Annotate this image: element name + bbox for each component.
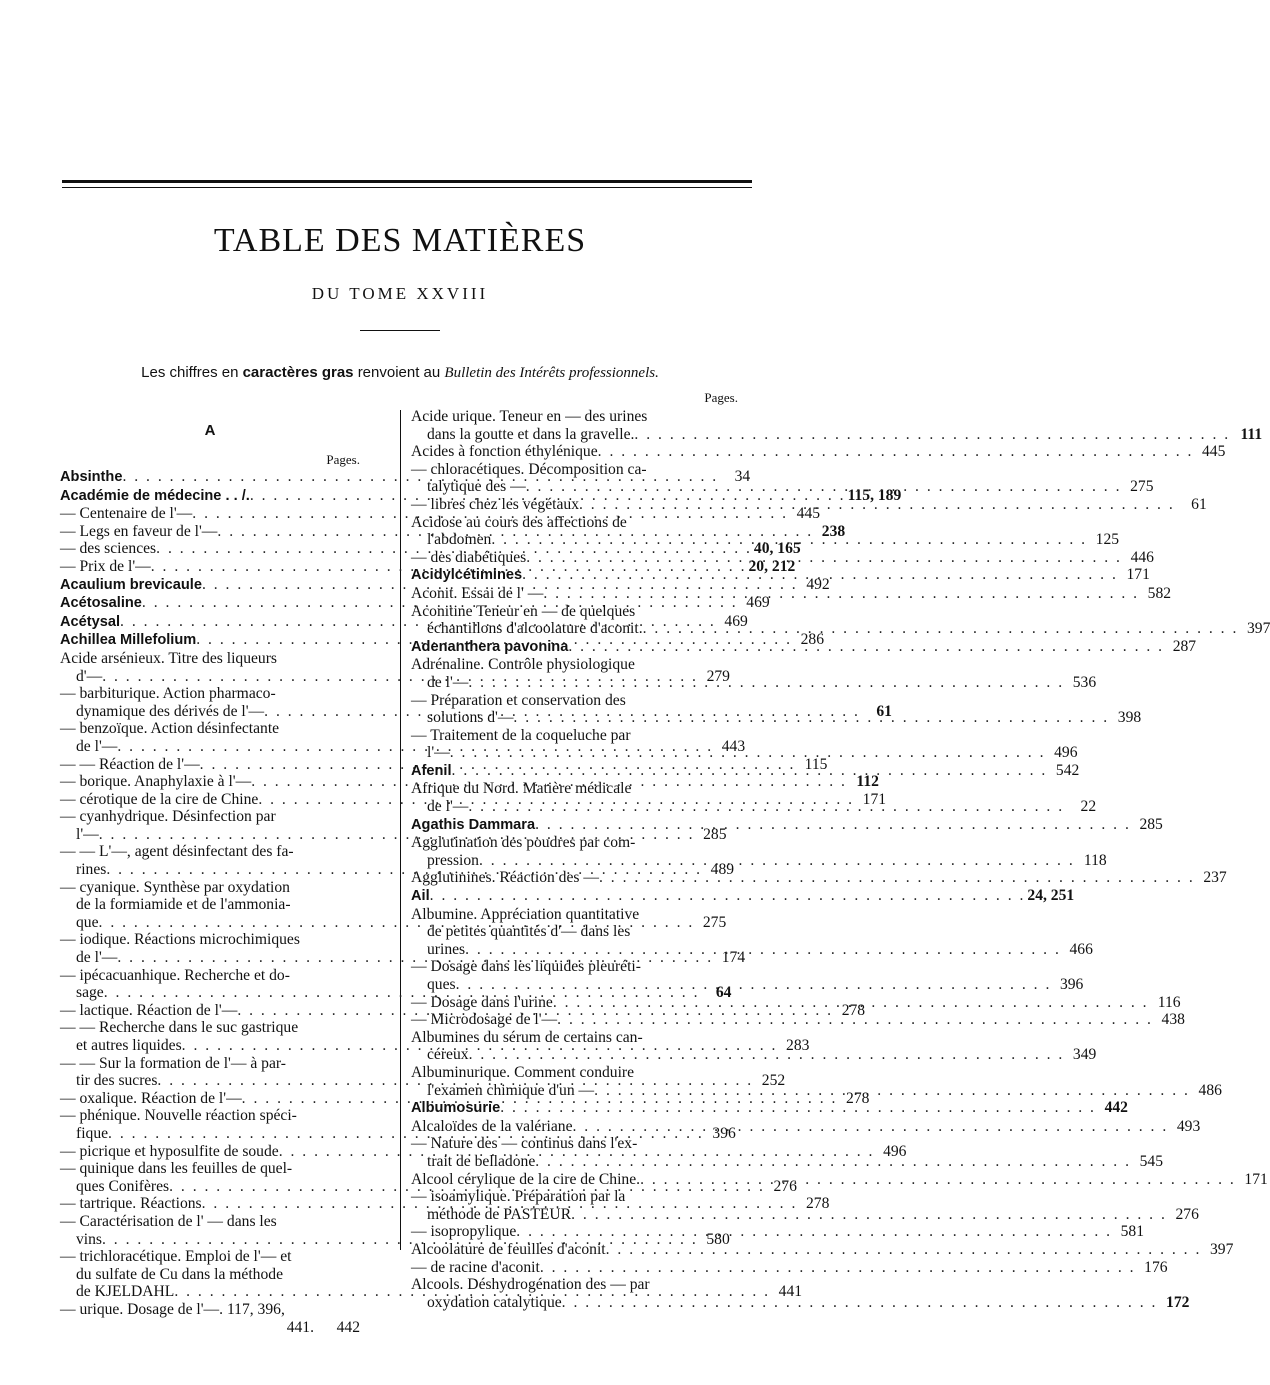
entry-text: tir des sucres: [76, 1072, 158, 1090]
entry-text: Acidylcétimines: [411, 567, 523, 584]
entry-text: de l'—: [76, 949, 118, 967]
entry-text: de l'—: [76, 737, 118, 755]
entry-text: Alcoolature de feuilles d'aconit: [411, 1240, 606, 1258]
entry-line: [411, 727, 738, 745]
entry-text: Alcaloïdes de la valériane: [411, 1117, 573, 1135]
entry-line: [60, 896, 360, 914]
page-number: 40, 165: [753, 540, 801, 558]
entry-text: Albumosurie: [411, 1100, 501, 1117]
entry-text: — lactique. Réaction de l'—: [60, 1001, 238, 1019]
entry-text: pression: [427, 851, 479, 869]
page-title: TABLE DES MATIÈRES: [213, 222, 587, 259]
entry-text: échantillons d'alcoolature d'aconit.: [427, 620, 643, 638]
entry-text: Adenanthera pavonina: [411, 638, 569, 655]
entry-text: dynamique des dérivés de l'—: [76, 702, 265, 720]
entry-text: — Nature des — continus dans l'ex-: [411, 1135, 638, 1153]
entry-text: — Prix de l'—: [60, 557, 151, 575]
entry-line: [60, 1248, 360, 1266]
page-number: 496: [1054, 744, 1078, 762]
page-number: 489: [710, 861, 735, 879]
index-entry: [411, 443, 1226, 461]
page-number: 445: [796, 505, 821, 523]
pages-header-right: Pages.: [704, 390, 738, 405]
entry-text: — cyanique. Synthèse par oxydation: [60, 878, 290, 896]
page-number: 397: [1209, 1240, 1234, 1258]
page-number: 443: [721, 737, 746, 755]
entry-text: — Centenaire de l'—: [60, 505, 193, 523]
entry-text: — borique. Anaphylaxie à l'—: [60, 773, 252, 791]
entry-text: méthode de PASTEUR: [427, 1205, 572, 1223]
entry-text: — — Sur la formation de l'— à par-: [60, 1054, 286, 1072]
page-number: 285: [1139, 815, 1163, 833]
entry-text: rines: [76, 861, 107, 879]
leader-dots: [465, 941, 1061, 959]
entry-text: Albuminurique. Comment conduire: [411, 1063, 635, 1081]
entry-line: [60, 843, 360, 861]
leader-dots: [516, 1223, 1112, 1241]
entry-text: — isoamylique. Préparation par la: [411, 1188, 626, 1206]
note-text-start: Les chiffres en: [141, 364, 239, 381]
entry-line: [411, 1046, 1097, 1064]
page-number: 396: [712, 1124, 736, 1142]
entry-line: [411, 425, 1263, 444]
entry-text: — — L'—, agent désinfectant des fa-: [60, 843, 294, 861]
page-number: 469: [724, 612, 748, 630]
entry-line: [60, 1213, 360, 1231]
page-number: 20, 212: [748, 557, 796, 575]
entry-line: [411, 1152, 1163, 1171]
entry-line: [411, 834, 738, 852]
entry-line: [60, 808, 360, 826]
entry-line: [60, 685, 360, 703]
entry-text: — libres chez les végétaux: [411, 495, 579, 513]
entry-text: de l'—: [427, 798, 469, 816]
entry-line: [411, 815, 1163, 835]
page-number: 492: [806, 575, 830, 593]
page-number: 486: [1198, 1081, 1222, 1099]
entry-text: Albumines du sérum de certains can-: [411, 1028, 643, 1046]
leader-dots: [594, 1082, 1190, 1100]
leader-dots: [568, 638, 1164, 656]
page-number: 349: [1072, 1046, 1097, 1064]
entry-text: — de racine d'aconit: [411, 1258, 540, 1276]
entry-text: l'—: [427, 744, 450, 762]
page-number: 287: [1172, 637, 1197, 655]
entry-line: [411, 1064, 738, 1082]
leader-dots: [456, 976, 1052, 994]
entry-text: Acétosaline: [60, 595, 142, 612]
entry-line: [411, 1099, 1128, 1118]
page-number: 116: [1157, 993, 1181, 1011]
page-number: 446: [1130, 548, 1154, 566]
note-italic: Bulletin des Intérêts professionnels.: [444, 365, 659, 381]
leader-dots: [573, 1118, 1169, 1136]
leader-dots: [491, 531, 1087, 549]
entry-line: [60, 650, 360, 668]
entry-text: Achillea Millefolium: [60, 632, 197, 649]
page-number: 276: [1175, 1205, 1199, 1223]
entry-text: Aconit. Essai de l' —: [411, 584, 544, 602]
entry-text: et autres liquides: [76, 1037, 182, 1054]
entry-text: de la formiamide et de l'ammonia-: [76, 896, 291, 914]
leader-dots: [513, 709, 1109, 727]
entry-line: [411, 408, 738, 426]
page-number: 61: [1191, 495, 1207, 513]
top-rule-thin: [62, 187, 752, 188]
entry-text: de petites quantités d'— dans les: [427, 923, 631, 941]
entry-text: Agglutinines. Réaction des —: [411, 869, 599, 887]
entry-text: 441.: [286, 1318, 314, 1336]
page-number: 275: [1130, 478, 1154, 496]
page-number: 64: [715, 984, 732, 1002]
entry-line: [411, 958, 738, 976]
leader-dots: [557, 1011, 1153, 1029]
entry-text: d'—: [76, 667, 103, 685]
page-number: 34: [734, 468, 751, 485]
page-number: 279: [706, 667, 730, 685]
entry-text: ques: [427, 976, 456, 993]
page-number: 174: [721, 949, 746, 967]
entry-text: — tartrique. Réactions: [60, 1195, 202, 1213]
entry-text: — Préparation et conservation des: [411, 691, 626, 709]
index-entry: [60, 790, 887, 809]
leader-dots: [543, 585, 1139, 603]
entry-text: — Microdosage de l'—: [411, 1011, 558, 1029]
entry-line: [411, 1223, 1145, 1241]
entry-text: fique: [76, 1124, 109, 1142]
page-number: 442: [336, 1318, 360, 1336]
index-entry: [411, 1258, 1168, 1277]
entry-line: [411, 461, 738, 479]
page-number: 171: [862, 790, 887, 808]
entry-line: [411, 1117, 1201, 1136]
entry-text: vins: [76, 1230, 102, 1248]
entry-line: [411, 1135, 738, 1153]
entry-line: [411, 1188, 738, 1206]
entry-line: [411, 1276, 738, 1294]
page-number: 496: [883, 1142, 907, 1160]
page-number: 396: [1059, 976, 1084, 993]
entry-text: l'—: [76, 825, 99, 843]
page-number: 276: [773, 1177, 797, 1195]
page-number: 545: [1139, 1152, 1163, 1170]
entry-line: [411, 514, 738, 532]
leader-dots: [535, 1153, 1131, 1171]
entry-text: — picrique et hyposulfite de soude: [60, 1142, 279, 1160]
leader-dots: [526, 549, 1122, 567]
leader-dots: [500, 1099, 1096, 1117]
entry-line: [411, 1029, 738, 1047]
page-number: 172: [1166, 1293, 1190, 1311]
entry-text: Acides à fonction éthylénique: [411, 443, 598, 461]
entry-text: de KJELDAHL: [76, 1283, 175, 1301]
entry-text: que: [76, 913, 99, 931]
page-number: 536: [1072, 673, 1097, 691]
leader-dots: [535, 816, 1131, 834]
entry-line: [411, 976, 1084, 994]
entry-line: [60, 879, 360, 897]
index-entry: [60, 1301, 360, 1336]
page-number: 493: [1176, 1117, 1201, 1135]
entry-line: [60, 1019, 360, 1037]
page-number: 112: [856, 773, 879, 791]
entry-line: [411, 1205, 1199, 1224]
entry-text: céreux: [427, 1046, 469, 1064]
leader-dots: [579, 496, 1175, 514]
entry-line: [411, 656, 738, 674]
index-entry: [411, 726, 1078, 762]
entry-line: [60, 737, 746, 756]
entry-text: — urique. Dosage de l'—. 117, 396,: [60, 1300, 285, 1318]
entry-line: [411, 1011, 1185, 1029]
entry-text: — Dosage dans l'urine: [411, 993, 553, 1011]
entry-text: Adrénaline. Contrôle physiologique: [411, 656, 635, 674]
entry-text: Afrique du Nord. Matière médicale: [411, 780, 632, 798]
entry-text: solutions d'—: [427, 709, 514, 727]
page-number: 111: [1240, 425, 1263, 443]
leader-dots: [571, 1206, 1167, 1224]
leader-dots: [452, 762, 1048, 780]
entry-line: [60, 790, 887, 809]
entry-text: — chloracétiques. Décomposition ca-: [411, 460, 647, 478]
entry-text: trait de belladone: [427, 1152, 536, 1170]
leader-dots: [599, 869, 1195, 887]
entry-text: Afenil: [411, 762, 452, 779]
page-number: 238: [821, 522, 846, 540]
entry-text: Absinthe: [60, 469, 123, 485]
page-number: 398: [1117, 709, 1142, 727]
legend-note: [0, 364, 800, 382]
entry-line: [411, 851, 1107, 870]
entry-text: Agglutination des poudres par com-: [411, 834, 636, 852]
entry-text: oxydation catalytique: [427, 1293, 562, 1311]
page-number: 115: [804, 755, 828, 773]
entry-text: Acide urique. Teneur en — des urines: [411, 408, 648, 425]
entry-text: — trichloracétique. Emploi de l'— et: [60, 1248, 292, 1266]
entry-text: sage: [76, 984, 104, 1002]
page-number: 278: [846, 1089, 870, 1107]
entry-text: — barbiturique. Action pharmaco-: [60, 685, 276, 703]
page-number: 442: [1104, 1099, 1128, 1117]
entry-text: Alcools. Déshydrogénation des — par: [411, 1276, 650, 1294]
entry-text: Agathis Dammara: [411, 816, 536, 833]
entry-text: du sulfate de Cu dans la méthode: [76, 1265, 283, 1283]
page-number: 252: [761, 1072, 786, 1090]
page-number: 283: [786, 1037, 810, 1054]
leader-dots: [468, 798, 1064, 816]
entry-line: [411, 869, 1227, 887]
index-entry: [411, 1240, 1234, 1259]
page-number: 445: [1202, 443, 1226, 461]
leader-dots: [640, 1171, 1236, 1189]
section-letter: A: [204, 422, 216, 439]
index-entry: [411, 1223, 1145, 1241]
entry-text: — Dosage dans les liquides pleuréti-: [411, 958, 641, 976]
leader-dots: [634, 426, 1230, 444]
pages-header-left: Pages.: [326, 452, 360, 467]
entry-line: [411, 603, 738, 621]
page-number: 115, 189: [847, 486, 902, 504]
entry-text: — — Réaction de l'—: [60, 755, 200, 773]
index-entry: [411, 887, 1075, 906]
entry-text: Aconitine Teneur en — de quelques: [411, 602, 636, 620]
index-entry: [411, 408, 1263, 443]
page-number: 125: [1095, 531, 1120, 549]
page-number: 118: [1083, 851, 1107, 869]
entry-line: [411, 923, 738, 941]
leader-dots: [540, 1259, 1136, 1277]
leader-dots: [430, 887, 1026, 905]
entry-text: Albumine. Appréciation quantitative: [411, 905, 640, 923]
leader-dots: [450, 744, 1046, 762]
entry-line: [411, 443, 1226, 461]
page-number: 582: [1147, 584, 1172, 602]
entry-text: — Legs en faveur de l'—: [60, 522, 218, 540]
entry-text: — benzoïque. Action désinfectante: [60, 720, 280, 738]
entry-text: dans la goutte et dans la gravelle.: [427, 425, 635, 443]
page-number: 61: [876, 702, 892, 720]
entry-line: [411, 1258, 1168, 1277]
page-number: 24, 251: [1027, 887, 1075, 905]
entry-line: [60, 967, 360, 985]
entry-text: — isopropylique: [411, 1223, 517, 1241]
index-entry: [411, 656, 1097, 691]
index-entry: [411, 869, 1227, 887]
leader-dots: [562, 1294, 1158, 1312]
page-number: 22: [1080, 798, 1097, 816]
page-number: 469: [746, 594, 770, 612]
leader-dots: [469, 1046, 1065, 1064]
leader-dots: [643, 620, 1239, 638]
entry-text: — Traitement de la coqueluche par: [411, 726, 631, 744]
entry-text: — quinique dans les feuilles de quel-: [60, 1160, 293, 1178]
entry-line: [411, 1240, 1234, 1259]
entry-text: de l'—: [427, 673, 469, 691]
entry-line: [411, 887, 1075, 906]
entry-line: [60, 931, 360, 949]
entry-text: — des diabétiques: [411, 548, 527, 566]
leader-dots: [479, 852, 1075, 870]
page-number: 397: [1246, 620, 1270, 638]
entry-text: — phénique. Nouvelle réaction spéci-: [60, 1107, 297, 1125]
entry-line: [411, 1293, 1190, 1312]
page-number: 581: [1120, 1223, 1145, 1241]
entry-text: Acidose au cours des affections de: [411, 513, 627, 531]
entry-text: Acide arsénieux. Titre des liqueurs: [60, 649, 277, 667]
entry-text: l'examen chimique d'un —: [427, 1081, 595, 1099]
entry-text: Acaulium brevicaule: [60, 576, 202, 593]
entry-line: [411, 692, 738, 710]
entry-text: Ail: [411, 888, 430, 905]
page-number: 171: [1244, 1170, 1268, 1188]
page-number: 237: [1203, 869, 1227, 887]
note-text-mid: renvoient au: [357, 364, 441, 381]
leader-dots: [553, 994, 1149, 1012]
page-number: 285: [703, 825, 727, 843]
entry-text: Alcool cérylique de la cire de Chine.: [411, 1170, 641, 1188]
entry-text: l'abdomen: [427, 531, 492, 549]
entry-line: [60, 1266, 360, 1284]
index-entry: [411, 1011, 1185, 1029]
entry-text: Acétysal: [60, 613, 121, 630]
leader-dots: [522, 566, 1118, 584]
entry-line: [60, 1107, 360, 1125]
index-entry: [411, 834, 1107, 869]
index-entry: [411, 815, 1163, 835]
entry-text: talytique des —: [427, 478, 526, 496]
entry-line: [60, 1301, 360, 1319]
index-entry: [411, 1099, 1128, 1118]
entry-line: [60, 1160, 360, 1178]
entry-text: ques Conifères: [76, 1177, 170, 1195]
leader-dots: [598, 443, 1194, 461]
leader-dots: [468, 674, 1064, 692]
entry-text: — — Recherche dans le suc gastrique: [60, 1019, 299, 1037]
entry-text: — Caractérisation de l' — dans les: [60, 1212, 277, 1230]
page-number: 286: [800, 631, 824, 649]
entry-text: — ipécacuanhique. Recherche et do-: [60, 966, 290, 984]
page-number: 176: [1144, 1258, 1168, 1276]
page-subtitle: DU TOME XXVIII: [311, 284, 489, 303]
entry-line: [60, 1319, 360, 1337]
leader-dots: [606, 1241, 1202, 1259]
entry-line: [411, 780, 738, 798]
top-rule-thick: [62, 180, 752, 183]
entry-text: Académie de médecine . . /.: [60, 487, 250, 504]
entry-text: — oxalique. Réaction de l'—: [60, 1089, 242, 1107]
entry-text: — cérotique de la cire de Chine: [60, 790, 259, 808]
page-number: 580: [706, 1230, 730, 1248]
entry-text: urines: [427, 940, 466, 958]
entry-text: — iodique. Réactions microchimiques: [60, 931, 300, 949]
entry-text: — des sciences: [60, 540, 157, 558]
entry-line: [60, 1055, 360, 1073]
note-bold: caractères gras: [242, 364, 354, 381]
leader-dots: [526, 478, 1122, 496]
page-number: 171: [1126, 566, 1150, 584]
page-number: 466: [1069, 940, 1093, 958]
entry-line: [411, 906, 738, 924]
entry-line: [411, 673, 1097, 692]
page-number: 542: [1055, 761, 1080, 779]
page-number: 275: [702, 913, 727, 931]
entry-line: [60, 720, 360, 738]
index-entry: [411, 1117, 1201, 1136]
page-number: 278: [841, 1001, 866, 1019]
title-rule: [360, 330, 440, 331]
page-number: 278: [805, 1195, 830, 1213]
page-number: 441: [778, 1283, 803, 1301]
page-number: 438: [1161, 1011, 1185, 1029]
entry-text: — cyanhydrique. Désinfection par: [60, 808, 276, 826]
